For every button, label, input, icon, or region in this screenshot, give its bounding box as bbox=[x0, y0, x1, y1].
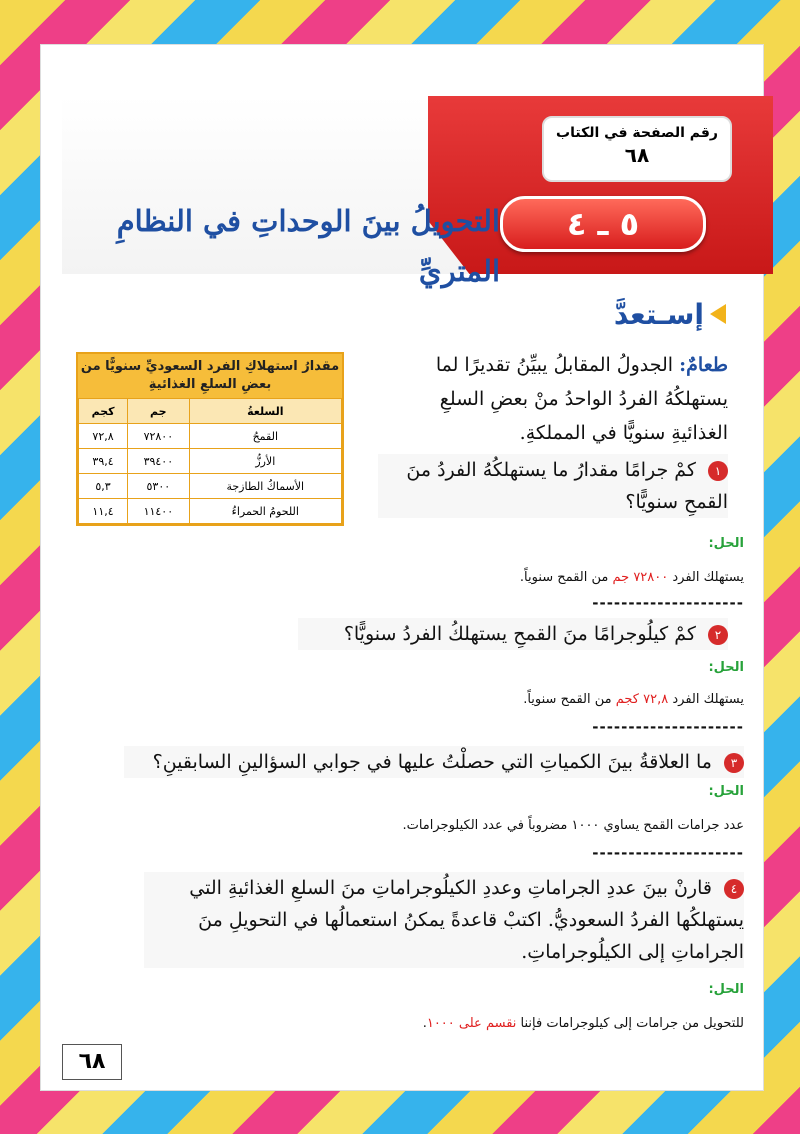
question-2 bbox=[298, 618, 728, 650]
table-cell: ١١٤٠٠ bbox=[128, 499, 190, 524]
solution-label: الحل: bbox=[708, 784, 744, 799]
question-number-badge: ٤ bbox=[724, 879, 744, 899]
table-row bbox=[79, 449, 342, 474]
question-number-badge: ١ bbox=[708, 461, 728, 481]
answer-text: يستهلك الفرد bbox=[668, 692, 744, 707]
answer-3 bbox=[64, 818, 744, 833]
table-cell: ٥٣٠٠ bbox=[128, 474, 190, 499]
triangle-bullet-icon bbox=[710, 304, 726, 324]
table-cell: الأرزُّ bbox=[189, 449, 341, 474]
consumption-table bbox=[76, 352, 344, 526]
answer-2 bbox=[64, 692, 744, 707]
table-row bbox=[79, 424, 342, 449]
answer-text: عدد جرامات القمح يساوي ١٠٠٠ مضروباً في عدد الكيلوجرامات. bbox=[402, 818, 744, 833]
table-cell: اللحومُ الحمراءُ bbox=[189, 499, 341, 524]
table-cell: القمحُ bbox=[189, 424, 341, 449]
book-page-number: ٦٨ bbox=[624, 143, 650, 167]
table-header-grams: جم bbox=[128, 399, 190, 424]
solution-label: الحل: bbox=[708, 982, 744, 997]
answer-4 bbox=[64, 1016, 744, 1031]
lesson-title: التحويلُ بينَ الوحداتِ في النظامِ المتريِّ bbox=[116, 204, 500, 288]
table-header-item: السلعةُ bbox=[189, 399, 341, 424]
table-cell: الأسماكُ الطازجة bbox=[189, 474, 341, 499]
section-title: إسـتعدَّ bbox=[613, 297, 704, 331]
answer-highlight: ٧٢,٨ كجم bbox=[615, 692, 669, 707]
table-cell: ١١,٤ bbox=[79, 499, 128, 524]
answer-highlight: ٧٢٨٠٠ جم bbox=[612, 570, 669, 585]
intro-text: الجدولُ المقابلُ يبيِّنُ تقديرًا لما يستهلكُهُ الفردُ الواحدُ منْ بعضِ السلعِ الغذائيةِ سنويًّا في المملكةِ. bbox=[435, 354, 728, 444]
answer-text: يستهلك الفرد bbox=[668, 570, 744, 585]
answer-text: . bbox=[422, 1016, 427, 1031]
dashed-separator: --------------------- bbox=[592, 594, 744, 612]
question-text: قارنْ بينَ عددِ الجراماتِ وعددِ الكيلُوجراماتِ منَ السلعِ الغذائيةِ التي يستهلكُها الفردُ السعوديُّ. اكتبْ قاعدةً يمكنُ استعمالُها في التحويلِ منَ الجراماتِ إلى الكيلُوجراماتِ. bbox=[189, 877, 744, 963]
footer-page-number: ٦٨ bbox=[62, 1044, 122, 1080]
dashed-separator: --------------------- bbox=[592, 844, 744, 862]
solution-label: الحل: bbox=[708, 536, 744, 551]
table-cell: ٣٩٤٠٠ bbox=[128, 449, 190, 474]
lesson-number-badge: ٥ ـ ٤ bbox=[500, 196, 706, 252]
question-text: ما العلاقةُ بينَ الكمياتِ التي حصلْتُ عليها في جوابي السؤالينِ السابقينِ؟ bbox=[152, 751, 712, 773]
table-cell: ٣٩,٤ bbox=[79, 449, 128, 474]
dashed-separator: --------------------- bbox=[592, 718, 744, 736]
answer-highlight: نقسم على ١٠٠٠ bbox=[426, 1016, 517, 1031]
table-cell: ٧٢,٨ bbox=[79, 424, 128, 449]
question-text: كمْ جرامًا مقدارُ ما يستهلكُهُ الفردُ منَ القمحِ سنويًّا؟ bbox=[406, 459, 728, 513]
intro-keyword: طعامٌ: bbox=[679, 354, 728, 376]
table-cell: ٥,٣ bbox=[79, 474, 128, 499]
answer-text: من القمح سنوياً. bbox=[519, 570, 613, 585]
question-number-badge: ٢ bbox=[708, 625, 728, 645]
table-caption: مقدارُ استهلاكِ الفرد السعوديِّ سنويًّا من بعضِ السلعِ الغذائيةِ bbox=[78, 354, 342, 398]
solution-label: الحل: bbox=[708, 660, 744, 675]
section-heading bbox=[614, 296, 726, 332]
table-header-kilograms: كجم bbox=[79, 399, 128, 424]
question-4 bbox=[144, 872, 744, 968]
table-row bbox=[79, 499, 342, 524]
question-text: كمْ كيلُوجرامًا منَ القمحِ يستهلكُ الفردُ سنويًّا؟ bbox=[343, 623, 696, 645]
book-page-label: رقم الصفحة في الكتاب bbox=[556, 125, 718, 141]
question-1 bbox=[378, 454, 728, 518]
table-cell: ٧٢٨٠٠ bbox=[128, 424, 190, 449]
table-row bbox=[79, 474, 342, 499]
answer-text: للتحويل من جرامات إلى كيلوجرامات فإننا bbox=[516, 1016, 744, 1031]
question-3 bbox=[124, 746, 744, 778]
book-page-box bbox=[542, 116, 732, 182]
answer-1 bbox=[64, 570, 744, 585]
question-number-badge: ٣ bbox=[724, 753, 744, 773]
intro-paragraph bbox=[388, 348, 728, 450]
answer-text: من القمح سنوياً. bbox=[523, 692, 616, 707]
